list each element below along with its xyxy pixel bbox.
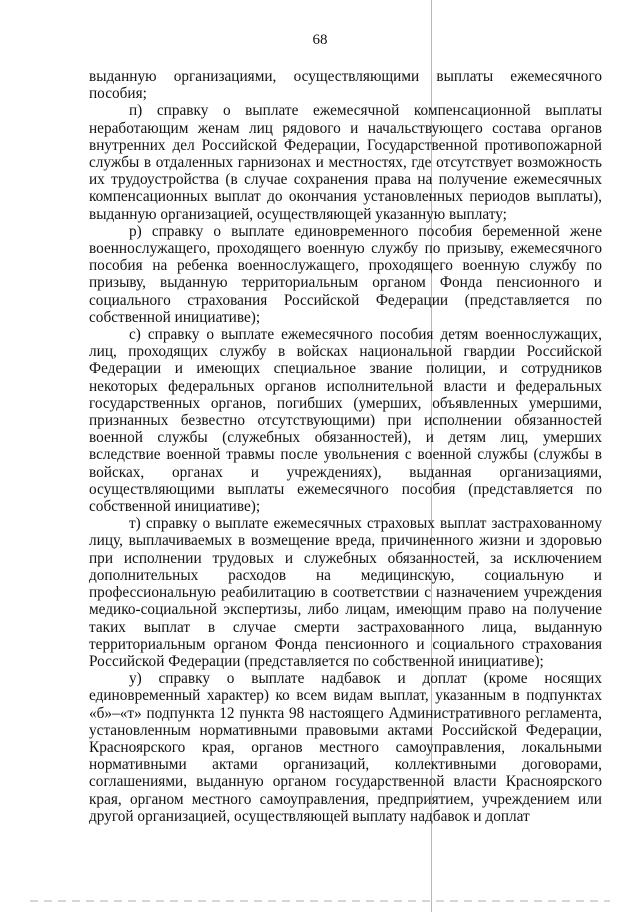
page-number: 68 xyxy=(312,32,328,48)
scan-artifact xyxy=(30,900,610,902)
paragraph-item-p: п) справку о выплате ежемесячной компенсационной выплаты неработающим женам лиц рядового и начальствующего состава органов внутренних дел Российской Федерации, Государственной противопожарной службы в отдаленных гарнизонах и местностях, где отсутствует возможность их трудоустройства (в случае сохранения права на получение ежемесячных компенсационных выплат до окончания установленных периодов выплаты), выданную организацией, осуществляющей указанную выплату; xyxy=(89,102,602,223)
paragraph-continuation: выданную организациями, осуществляющими выплаты ежемесячного пособия; xyxy=(89,68,602,103)
paragraph-item-u: у) справку о выплате надбавок и доплат (кроме носящих единовременный характер) ко всем видам выплат, указанным в подпунктах «б»–«т» подпункта 12 пункта 98 настоящего Административного регламента, установленным нормативными правовыми актами Российской Федерации, Красноярского края, органов местного самоуправления, локальными нормативными актами организаций, коллективными договорами, соглашениями, выданную органом государственной власти Красноярского края, органом местного самоуправления, предприятием, учреждением или другой организацией, осуществляющей выплату надбавок и доплат xyxy=(89,670,602,825)
paragraph-item-t: т) справку о выплате ежемесячных страховых выплат застрахованному лицу, выплачиваемых в возмещение вреда, причиненного жизни и здоровью при исполнении трудовых и служебных обязанностей, за исключением дополнительных расходов на медицинскую, социальную и профессиональную реабилитацию в соответствии с назначением учреждения медико-социальной экспертизы, либо лицам, имеющим право на получение таких выплат в случае смерти застрахованного лица, выданную территориальным органом Фонда пенсионного и социального страхования Российской Федерации (представляется по собственной инициативе); xyxy=(89,515,602,670)
document-body xyxy=(89,68,602,825)
paragraph-item-s: с) справку о выплате ежемесячного пособия детям военнослужащих, лиц, проходящих службу в войсках национальной гвардии Российской Федерации и имеющих специальное звание полиции, и сотрудников некоторых федеральных органов исполнительной власти и федеральных государственных органов, погибших (умерших, объявленных умершими, признанных безвестно отсутствующими) при исполнении обязанностей военной службы (служебных обязанностей), и детям лиц, умерших вследствие военной травмы после увольнения с военной службы (службы в войсках, органах и учреждениях), выданная организациями, осуществляющими выплаты ежемесячного пособия (представляется по собственной инициативе); xyxy=(89,326,602,516)
paragraph-item-r: р) справку о выплате единовременного пособия беременной жене военнослужащего, проходящего военную службу по призыву, ежемесячного пособия на ребенка военнослужащего, проходящего военную службу по призыву, выданную территориальным органом Фонда пенсионного и социального страхования Российской Федерации (представляется по собственной инициативе); xyxy=(89,222,602,326)
